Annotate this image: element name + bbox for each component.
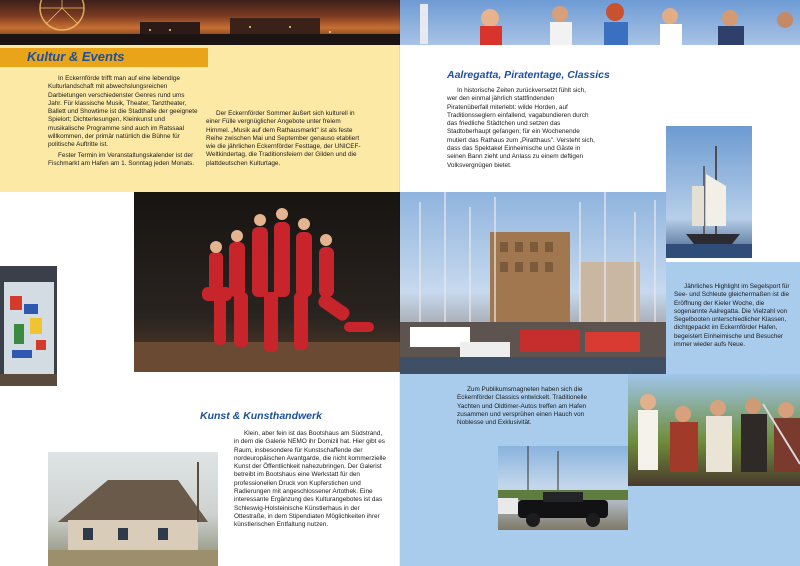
kultur-text-col1	[48, 75, 198, 168]
kultur-heading: Kultur & Events	[27, 49, 125, 64]
page-fold	[399, 0, 400, 566]
kultur-col1-p1: In Eckernförde trifft man auf eine lebendige Kulturlandschaft mit abwechslungsreichen Darbietungen verschiedenster Genres rund ums Jahr. Für klassische Musik, Theater, Tanztheater, Ballett und Showtime ist die Stadthalle der geeignete Spielort; Dichterlesungen, Kleinkunst und musikalische Programme sind auch im Ratssaal willkommen, der primär natürlich die Bühne für politische Auftritte ist.	[48, 75, 198, 149]
tile-art-photo	[0, 266, 57, 386]
kunst-heading: Kunst & Kunsthandwerk	[200, 410, 322, 422]
dancers-photo	[134, 192, 400, 372]
pirates-photo	[628, 374, 800, 486]
kieler-woche-text: Jährliches Highlight im Segelsport für See- und Schleute gleichermaßen ist die Eröffnung der Kieler Woche, die sogenannte Aalregatta. Die Vielzahl von Segelbooten unterschiedlicher Klassen, dichtgepackt im Eckernförder Hafen, begeistert Einheimische und Besucher immer wieder aufs Neue.	[674, 283, 790, 349]
kunst-text: Klein, aber fein ist das Bootshaus am Südstrand, in dem die Galerie NEMO ihr Domizil hat. Hier gibt es Raum, insbesondere für Kunstschaffende der nordeuropäischen Avantgarde, die nicht kommerzielle Kunst der Öffentlichkeit nahezubringen. Der Galerist betreibt im Bootshaus eine Werkstatt für den professionellen Druck von Kupferstichen und Radierungen mit angeschlossener Artothek. Eine interessante Ergänzung des Kulturangebotes ist das Schleswig-Holsteinische Künstlerhaus in der Ottestraße, in dem Stipendiaten Möglichkeiten ihrer künstlerischen Entfaltung nutzen.	[234, 430, 386, 529]
aalregatta-heading: Aalregatta, Piratentage, Classics	[447, 69, 610, 81]
vintage-car-photo	[498, 446, 628, 530]
tall-ship-photo	[666, 126, 752, 258]
aalregatta-text: In historische Zeiten zurückversetzt fühlt sich, wer den einmal jährlich stattfindenden Piratenüberfall miterlebt: wilde Horden, auf Traditionsseglern einfallend, vagabundieren durch das friedliche Städtchen und setzen das Stadtoberhaupt gefangen; für ein Wochenende mutiert das Rathaus zum „Piratthaus". Versteht sich, dass das Spektakel Einheimische und Gäste in seinen Bann zieht und Anlass zu einem deftigen Volksvergnügen bietet.	[447, 87, 595, 169]
kultur-col1-p2: Fester Termin im Veranstaltungskalender ist der Fischmarkt am Hafen am 1. Sonntag jeden Monats.	[48, 151, 194, 167]
classics-text: Zum Publikumsmagneten haben sich die Eckernförder Classics entwickelt. Traditionelle Yachten und Oldtimer-Autos treffen am Hafen zusammen und versprühen einen Hauch von Noblesse und Exklusivität.	[457, 386, 587, 427]
bootshaus-photo	[48, 452, 218, 566]
kultur-text-col2: Der Eckernförder Sommer äußert sich kulturell in einer Fülle vergnüglicher Angebote unter freiem Himmel. „Musik auf dem Rathausmarkt" ist als feste Reihe zwischen Mai und September genauso etabliert wie die jährlichen Eckernförder Festtage, der UNICEF-Weltkindertag, die Traditionsfeiern der Gilden und die plattdeutschen Kulturtage.	[206, 110, 361, 167]
harbor-night-photo	[0, 0, 400, 45]
harbor-boats-photo	[400, 192, 666, 374]
sailors-crowd-photo	[400, 0, 800, 45]
